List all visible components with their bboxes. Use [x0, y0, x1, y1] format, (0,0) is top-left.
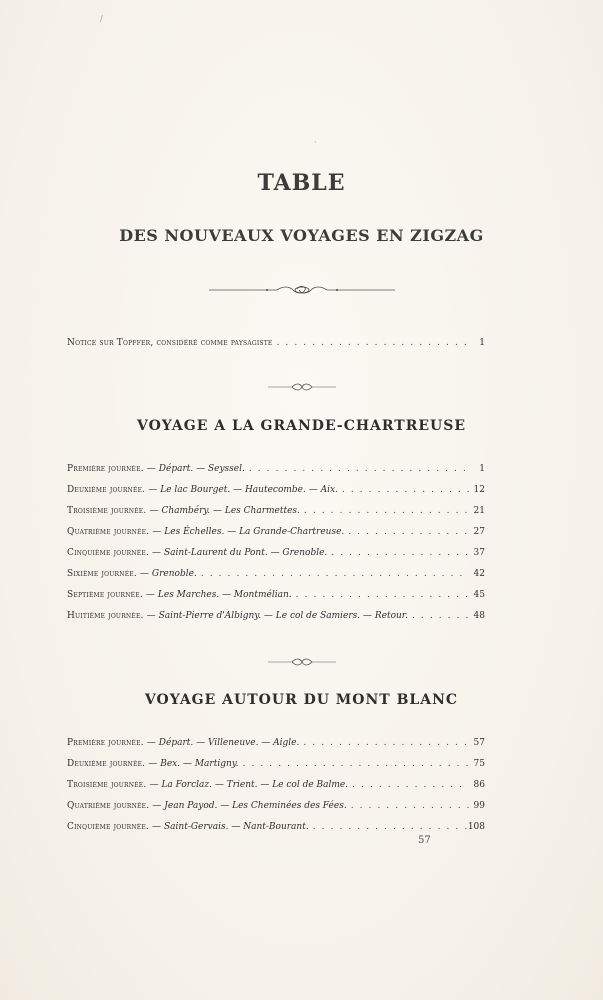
toc-row: Septième journée. — Les Marches. — Montmélian. . . . 45	[67, 588, 485, 602]
page-number: 1	[479, 338, 485, 348]
entry-label: Cinquième journée.	[67, 822, 149, 832]
entry-desc: La Forclaz. — Trient. — Le col de Balme.	[161, 780, 349, 790]
entry-desc: Saint-Laurent du Pont. — Grenoble.	[164, 548, 328, 558]
entry-label: Deuxième journée.	[67, 759, 146, 769]
entry-desc: Jean Payod. — Les Cheminées des Fées.	[164, 801, 347, 811]
toc-row-notice	[67, 336, 485, 350]
page-number: 37	[473, 548, 485, 558]
dot-leader	[348, 778, 469, 792]
entry-label: Sixième journée.	[67, 569, 137, 579]
page-title: TABLE	[257, 170, 346, 196]
toc-row: Troisième journée. — La Forclaz. — Trient. — Le col de Balme. . . . 86	[67, 778, 485, 792]
dot-leader	[327, 546, 469, 560]
dot-leader	[299, 736, 469, 750]
dot-leader	[239, 757, 469, 771]
small-flourish-icon	[266, 382, 338, 392]
entry-label: Première journée.	[67, 464, 144, 474]
entry-desc: Saint-Gervais. — Nant-Bourant.	[164, 822, 309, 832]
entry-desc: Grenoble.	[151, 569, 197, 579]
page-number: 12	[473, 485, 485, 495]
entry-desc: Chambéry. — Les Charmettes.	[161, 506, 300, 516]
page-number: 86	[473, 780, 485, 790]
small-flourish-icon	[266, 657, 338, 667]
section-title-grande-chartreuse: VOYAGE A LA GRANDE-CHARTREUSE	[136, 418, 467, 434]
toc-row: Quatrième journée. — Les Échelles. — La Grande-Chartreuse. . . . 27	[67, 525, 485, 539]
dot-leader	[197, 567, 469, 581]
entry-label: Quatrième journée.	[67, 527, 150, 537]
dot-leader	[273, 336, 469, 350]
entry-desc: Saint-Pierre d'Albigny. — Le col de Samiers. — Retour.	[158, 611, 408, 621]
section-ornament	[0, 377, 603, 396]
page-number: 21	[473, 506, 485, 516]
dot-leader	[309, 820, 468, 834]
paper-mark: ·	[314, 138, 317, 147]
toc-row: Deuxième journée. — Le lac Bourget. — Hautecombe. — Aix. . . . 12	[67, 483, 485, 497]
page-number: 108	[467, 822, 485, 832]
dot-leader	[408, 609, 469, 623]
paper-mark: /	[100, 14, 103, 23]
page-subtitle: DES NOUVEAUX VOYAGES EN ZIGZAG	[119, 226, 484, 245]
entry-label: Septième journée.	[67, 590, 143, 600]
dot-leader	[292, 588, 469, 602]
page-number: 42	[473, 569, 485, 579]
entry-desc: Le lac Bourget. — Hautecombe. — Aix.	[160, 485, 338, 495]
dot-leader	[344, 525, 469, 539]
entry-label: Première journée.	[67, 738, 144, 748]
entry-label: Quatrième journée.	[67, 801, 150, 811]
toc-row: Huitième journée. — Saint-Pierre d'Albigny. — Le col de Samiers. — Retour. . . . 48	[67, 609, 485, 623]
toc-row: Première journée. — Départ. — Seyssel. . . . 1	[67, 462, 485, 476]
entry-desc: Les Échelles. — La Grande-Chartreuse.	[164, 527, 345, 537]
dot-leader	[347, 799, 469, 813]
page-number: 75	[473, 759, 485, 769]
page-number: 99	[473, 801, 485, 811]
entry-label: Huitième journée.	[67, 611, 144, 621]
flourish-ornament-icon	[207, 283, 397, 297]
toc-row: Première journée. — Départ. — Villeneuve. — Aigle. . . . 57	[67, 736, 485, 750]
dot-leader	[300, 504, 469, 518]
dot-leader	[338, 483, 469, 497]
toc-row: Quatrième journée. — Jean Payod. — Les Cheminées des Fées. . . . 99	[67, 799, 485, 813]
page-number: 27	[473, 527, 485, 537]
notice-label: Notice sur Topffer, considéré comme paysagiste	[67, 338, 273, 348]
entry-label: Deuxième journée.	[67, 485, 146, 495]
entry-label: Troisième journée.	[67, 506, 147, 516]
entry-label: Troisième journée.	[67, 780, 147, 790]
toc-row: Deuxième journée. — Bex. — Martigny. . . . 75	[67, 757, 485, 771]
page-folio: 57	[418, 835, 431, 846]
entry-desc: Départ. — Seyssel.	[158, 464, 245, 474]
title-ornament	[0, 282, 603, 301]
entry-label: Cinquième journée.	[67, 548, 149, 558]
toc-row: Sixième journée. — Grenoble. . . . 42	[67, 567, 485, 581]
toc-row: Cinquième journée. — Saint-Gervais. — Nant-Bourant. . . . 108	[67, 820, 485, 834]
page-number: 45	[473, 590, 485, 600]
toc-row: Cinquième journée. — Saint-Laurent du Pont. — Grenoble. . . . 37	[67, 546, 485, 560]
section-ornament	[0, 652, 603, 671]
entry-desc: Les Marches. — Montmélian.	[157, 590, 292, 600]
entry-desc: Bex. — Martigny.	[160, 759, 239, 769]
entry-desc: Départ. — Villeneuve. — Aigle.	[158, 738, 300, 748]
toc-row: Troisième journée. — Chambéry. — Les Charmettes. . . . 21	[67, 504, 485, 518]
page-number: 48	[473, 611, 485, 621]
page-number: 57	[473, 738, 485, 748]
dot-leader	[245, 462, 469, 476]
section-title-mont-blanc: VOYAGE AUTOUR DU MONT BLANC	[144, 692, 459, 708]
page-number: 1	[479, 464, 485, 474]
